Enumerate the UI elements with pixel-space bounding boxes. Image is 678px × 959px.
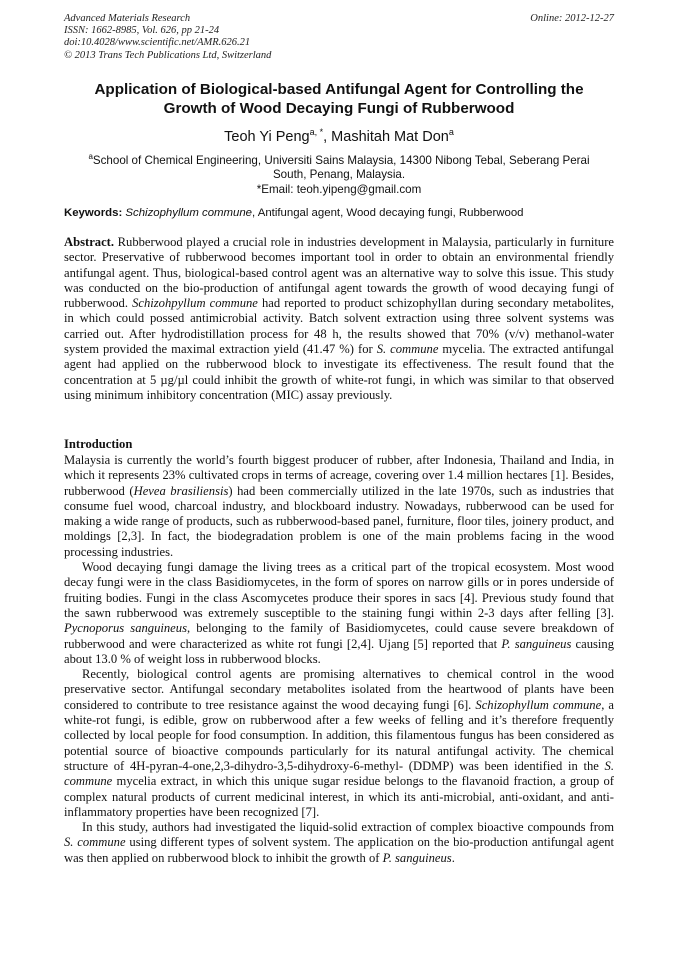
intro-p3-text-a: Recently, biological control agents are promising alternatives to chemical control in the wood preservative sector. Antifungal secondary metabolites isolated from the heartwood of plants have been considered to contribute to tree resistance against the wood decaying fungi [6]. <box>64 667 614 712</box>
intro-p1-text-b: ) had been commercially utilized in the late 1970s, such as industries that consume fuel wood, charcoal industry, and blockboard industry. Nowadays, rubberwood can be used for making a wide range of products, such as rubberwood-based panel, furniture, floor tiles, joinery product, and moldings [2,3]. In fact, the biodegradation problem is one of the main problems facing in the wood processing industries. <box>64 483 614 559</box>
title-line-2: Growth of Wood Decaying Fungi of Rubberwood <box>163 100 515 117</box>
introduction-body <box>64 453 614 866</box>
intro-p2-text-c: causing about 13.0 % of weight loss in rubberwood blocks. <box>64 636 615 666</box>
journal-name: Advanced Materials Research <box>64 13 191 24</box>
keywords-label: Keywords: <box>64 207 123 219</box>
intro-p2-species-1: Pycnoporus sanguineus <box>64 621 187 636</box>
introduction-heading: Introduction <box>64 437 133 451</box>
author-separator: , <box>323 128 332 145</box>
email-line: *Email: teoh.yipeng@gmail.com <box>256 182 422 196</box>
intro-p1-text-a: Malaysia is currently the world’s fourth biggest producer of rubber, after Indonesia, Thailand and India, in which it represents 23% cultivated crops in terms of acreage, covering over 1.4 million hectares [1]. Besides, rubberwood ( <box>64 453 614 498</box>
affiliation-line-2: South, Penang, Malaysia. <box>272 168 406 182</box>
intro-p4-text-b: using different types of solvent system. The application on the bio-production antifungal agent was then applied on rubberwood block to inhibit the growth of <box>64 835 614 865</box>
author-1-affil: a, * <box>309 127 324 137</box>
keywords-rest: , Antifungal agent, Wood decaying fungi, Rubberwood <box>252 207 524 219</box>
intro-paragraph-4 <box>64 820 614 866</box>
intro-p4-species-2: P. sanguineus <box>382 850 452 865</box>
intro-p4-species-1: S. commune <box>64 835 126 850</box>
journal-doi: doi:10.4028/www.scientific.net/AMR.626.21 <box>64 37 251 49</box>
author-list <box>64 123 614 146</box>
journal-copyright: © 2013 Trans Tech Publications Ltd, Switzerland <box>64 49 272 61</box>
intro-p3-species-2: S. commune <box>64 758 614 789</box>
author-2-affil: a <box>448 127 454 137</box>
abstract-text-3: mycelia. The extracted antifungal agent had applied on the rubberwood block to investigate its effectiveness. The result found that the concentration at 5 µg/µl could inhibit the growth of white-rot fungi, in which was similar to that observed using minimum inhibitory concentration (MIC) assay previously. <box>64 342 615 402</box>
abstract-species-1: Schizohpyllum commune <box>132 296 258 311</box>
abstract-label: Abstract. <box>64 235 115 249</box>
intro-paragraph-3 <box>64 667 614 820</box>
intro-p1-species: Hevea brasiliensis <box>133 483 229 498</box>
intro-p4-text-c: . <box>451 850 455 865</box>
intro-p3-text-c: mycelia extract, in which this unique sugar residue belongs to the flavanoid fraction, a group of complex natural products of current medicinal interest, in which its anti-microbial, anti-oxidant, and anti-inflammatory properties have been recognized [7]. <box>64 774 614 819</box>
abstract-text-2: had reported to product schizophyllan during secondary metabolites, in which could possed antimicrobial activity. Batch solvent extraction using three solvent systems was carried out. After hydrodistillation process for 48 h, the results showed that 70% (v/v) methanol-water system provided the maximal extraction yield (41.47 %) for <box>64 296 614 357</box>
intro-p4-text-a: In this study, authors had investigated the liquid-solid extraction of complex bioactive compounds from <box>82 820 614 835</box>
keyword-species: Schizophyllum commune <box>125 207 253 219</box>
intro-p2-species-2: P. sanguineus <box>501 636 572 651</box>
author-2: Mashitah Mat Don <box>331 128 449 145</box>
journal-header <box>64 13 271 62</box>
intro-p2-text-b: , belonging to the family of Basidiomycetes, could cause severe breakdown of rubberwood and were characterized as white rot fungi [2,4]. Ujang [5] reported that <box>64 621 614 651</box>
abstract-species-2: S. commune <box>376 342 439 357</box>
intro-p2-text-a: Wood decaying fungi damage the living trees as a critical part of the tropical ecosystem. Most wood decay fungi were in the class Basidiomycetes, in the form of spores on narrow gills or in pores underside of fruiting bodies. Fungi in the class Ascomycetes produce their spores in sacs [4]. Previous study found that the sawn rubberwood was extremely susceptible to the staining fungi within 2-3 days after felling [3]. <box>64 560 614 620</box>
affiliation-marker: a <box>88 152 93 161</box>
abstract-text-1: Rubberwood played a crucial role in industries development in Malaysia, particularly in furniture sector. Preservative of rubberwood becomes important tool in order to obtain an environmental friendly antifungal agent. Thus, biological-based control agent was an alternative way to solve this issue. This study was conducted on the bio-production of antifungal agent towards the growth of wood decaying fungi of rubberwood. <box>64 235 614 311</box>
affiliation <box>64 150 614 197</box>
affiliation-text-1: School of Chemical Engineering, Universiti Sains Malaysia, 14300 Nibong Tebal, Seberang Perai <box>92 153 590 167</box>
keywords <box>64 206 614 220</box>
author-1: Teoh Yi Peng <box>224 128 310 145</box>
intro-paragraph-2 <box>64 560 614 667</box>
intro-paragraph-1 <box>64 453 614 560</box>
abstract <box>64 235 614 403</box>
affiliation-line-1 <box>64 150 614 168</box>
paper-title <box>64 80 614 118</box>
online-date: Online: 2012-12-27 <box>530 13 614 24</box>
journal-issn: ISSN: 1662-8985, Vol. 626, pp 21-24 <box>64 25 220 37</box>
intro-p3-species-1: Schizophyllum commune <box>475 697 602 712</box>
title-line-1: Application of Biological-based Antifungal Agent for Controlling the <box>94 81 584 98</box>
intro-p3-text-b: , a white-rot fungi, is edible, grow on rubberwood after a few weeks of felling and it’s therefore frequently collected by local people for food consumption. In addition, this filamentous fungus has been considered as potential source of bioactive compounds particularly for its natural antifungal activity. The chemical structure of 4H-pyran-4-one,2,3-dihydro-3,5-dihydroxy-6-methyl- (DDMP) was been identified in the <box>64 697 614 773</box>
